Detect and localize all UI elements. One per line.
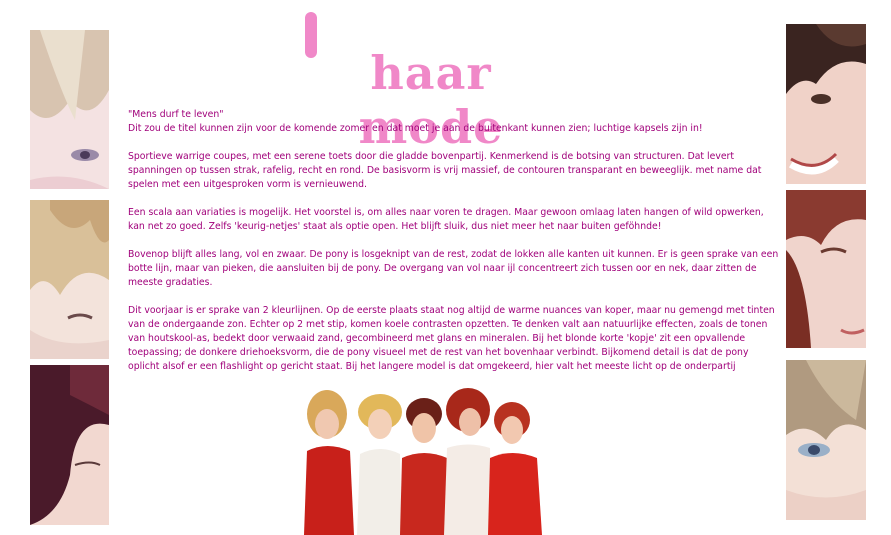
hair-photo-auburn xyxy=(786,190,866,348)
article-paragraph: Een scala aan variaties is mogelijk. Het voorstel is, om alles naar voren te dragen. Maar gewoon omlaag laten hangen of wild opwerken, kan net zo goed. Zelfs 'keurig-netjes' staat als optie open. Het blijft sluik, dus niet meer het naar buiten geföhnde! xyxy=(128,207,764,232)
article-body xyxy=(128,108,782,388)
hair-photo-blonde-blue-eye xyxy=(786,360,866,520)
hair-photo-curly-blonde xyxy=(30,200,109,359)
group-models-photo xyxy=(302,386,544,535)
article-paragraph: Dit voorjaar is er sprake van 2 kleurlijnen. Op de eerste plaats staat nog altijd de warme nuances van koper, maar nu gemengd met tinten van de ondergaande zon. Echter op 2 met stip, komen koele contrasten opzetten. Te denken valt aan natuurlijke effecten, zoals de tonen van houtskool-as, bedekt door verwaaid zand, gecombineerd met glans en mineralen. Bij het blonde korte 'kopje' zit een opvallende toepassing; de donkere driehoeksvorm, die de pony visueel met de rest van het bovenhaar verbindt. Bijkomend detail is dat de pony oplicht alsof er een flashlight op gericht staat. Bij het langere model is dat omgekeerd, hier valt het meeste licht op de onderpartij xyxy=(128,305,775,372)
hair-photo-dark-bob xyxy=(30,365,109,525)
logo-text: haar mode xyxy=(358,46,504,154)
intro-paragraph xyxy=(128,108,782,136)
hair-photo-blonde-eye xyxy=(30,30,109,189)
article-intro: Dit zou de titel kunnen zijn voor de komende zomer en dat moet je aan de buitenkant kunnen zien; luchtige kapsels zijn in! xyxy=(128,123,703,134)
hair-photo-dark-smile xyxy=(786,24,866,184)
article-paragraph: Bovenop blijft alles lang, vol en zwaar. De pony is losgeknipt van de rest, zodat de lokken alle kanten uit kunnen. Er is geen sprake van een botte lijn, maar van pieken, die aansluiten bij de pony. De overgang van vol naar ijl concentreert zich tussen oor en nek, daar zitten de meeste gradaties. xyxy=(128,249,779,288)
article-quote: "Mens durf te leven" xyxy=(128,109,224,120)
article-paragraph: Sportieve warrige coupes, met een serene toets door die gladde bovenpartij. Kenmerkend is de botsing van structuren. Dat levert spanningen op tussen strak, rafelig, recht en rond. De basisvorm is vrij massief, de contouren transparant en beweeglijk. met name dat spelen met een uitgesproken vorm is vernieuwend. xyxy=(128,151,762,190)
haar-mode-logo xyxy=(300,10,562,154)
